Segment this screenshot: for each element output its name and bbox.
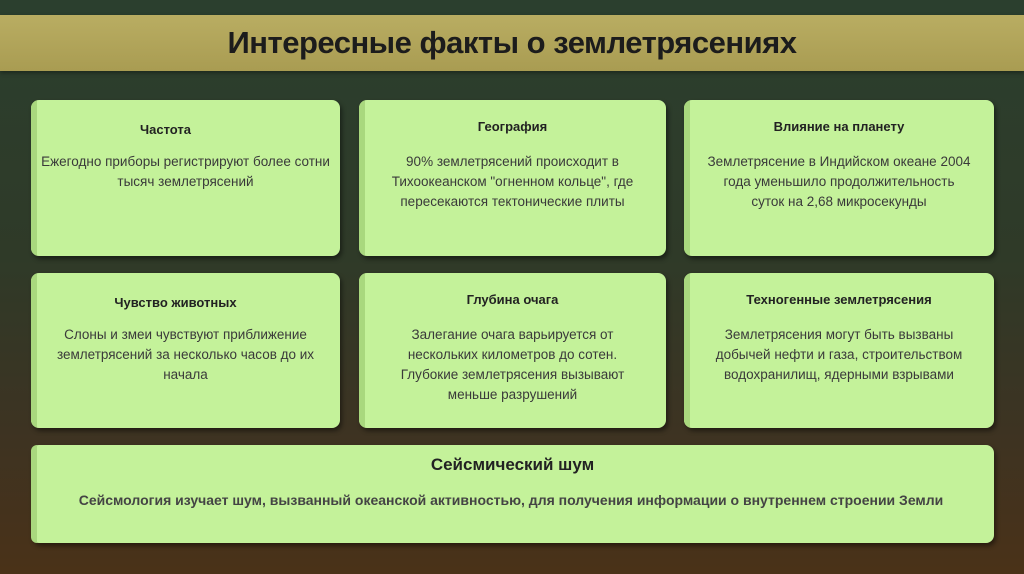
card-geography <box>359 100 666 256</box>
card-title: География <box>477 119 548 134</box>
card-title: Частота <box>139 122 191 137</box>
card-title: Техногенные землетрясения <box>746 292 932 307</box>
card-focus-depth <box>359 273 666 428</box>
card-text: Ежегодно приборы регистрируют более сотни тысяч землетрясений <box>41 154 330 189</box>
card-seismic-noise <box>31 445 994 543</box>
card-text: Сейсмология изучает шум, вызванный океанской активностью, для получения информации о внутреннем строении Земли <box>78 492 944 508</box>
page-title: Интересные факты о землетрясениях <box>227 25 797 60</box>
card-text: Землетрясение в Индийском океане 2004 года уменьшило продолжительность суток на 2,68 микросекунды <box>707 154 971 209</box>
card-frequency <box>31 100 340 256</box>
card-man-made <box>684 273 994 428</box>
card-animal-sense <box>31 273 340 428</box>
card-title: Чувство животных <box>114 295 237 310</box>
card-text: 90% землетрясений происходит в Тихоокеанском "огненном кольце", где пересекаются тектонические плиты <box>391 154 634 209</box>
title-bar <box>0 15 1024 71</box>
card-text: Залегание очага варьируется от нескольких километров до сотен. Глубокие землетрясения вызывают меньше разрушений <box>400 327 625 402</box>
card-planet-impact <box>684 100 994 256</box>
card-text: Землетрясения могут быть вызваны добычей нефти и газа, строительством водохранилищ, ядерными взрывами <box>715 327 963 382</box>
card-text: Слоны и змеи чувствуют приближение землетрясений за несколько часов до их начала <box>56 327 315 382</box>
card-title: Сейсмический шум <box>430 455 595 474</box>
card-title: Глубина очага <box>466 292 559 307</box>
card-title: Влияние на планету <box>773 119 905 134</box>
